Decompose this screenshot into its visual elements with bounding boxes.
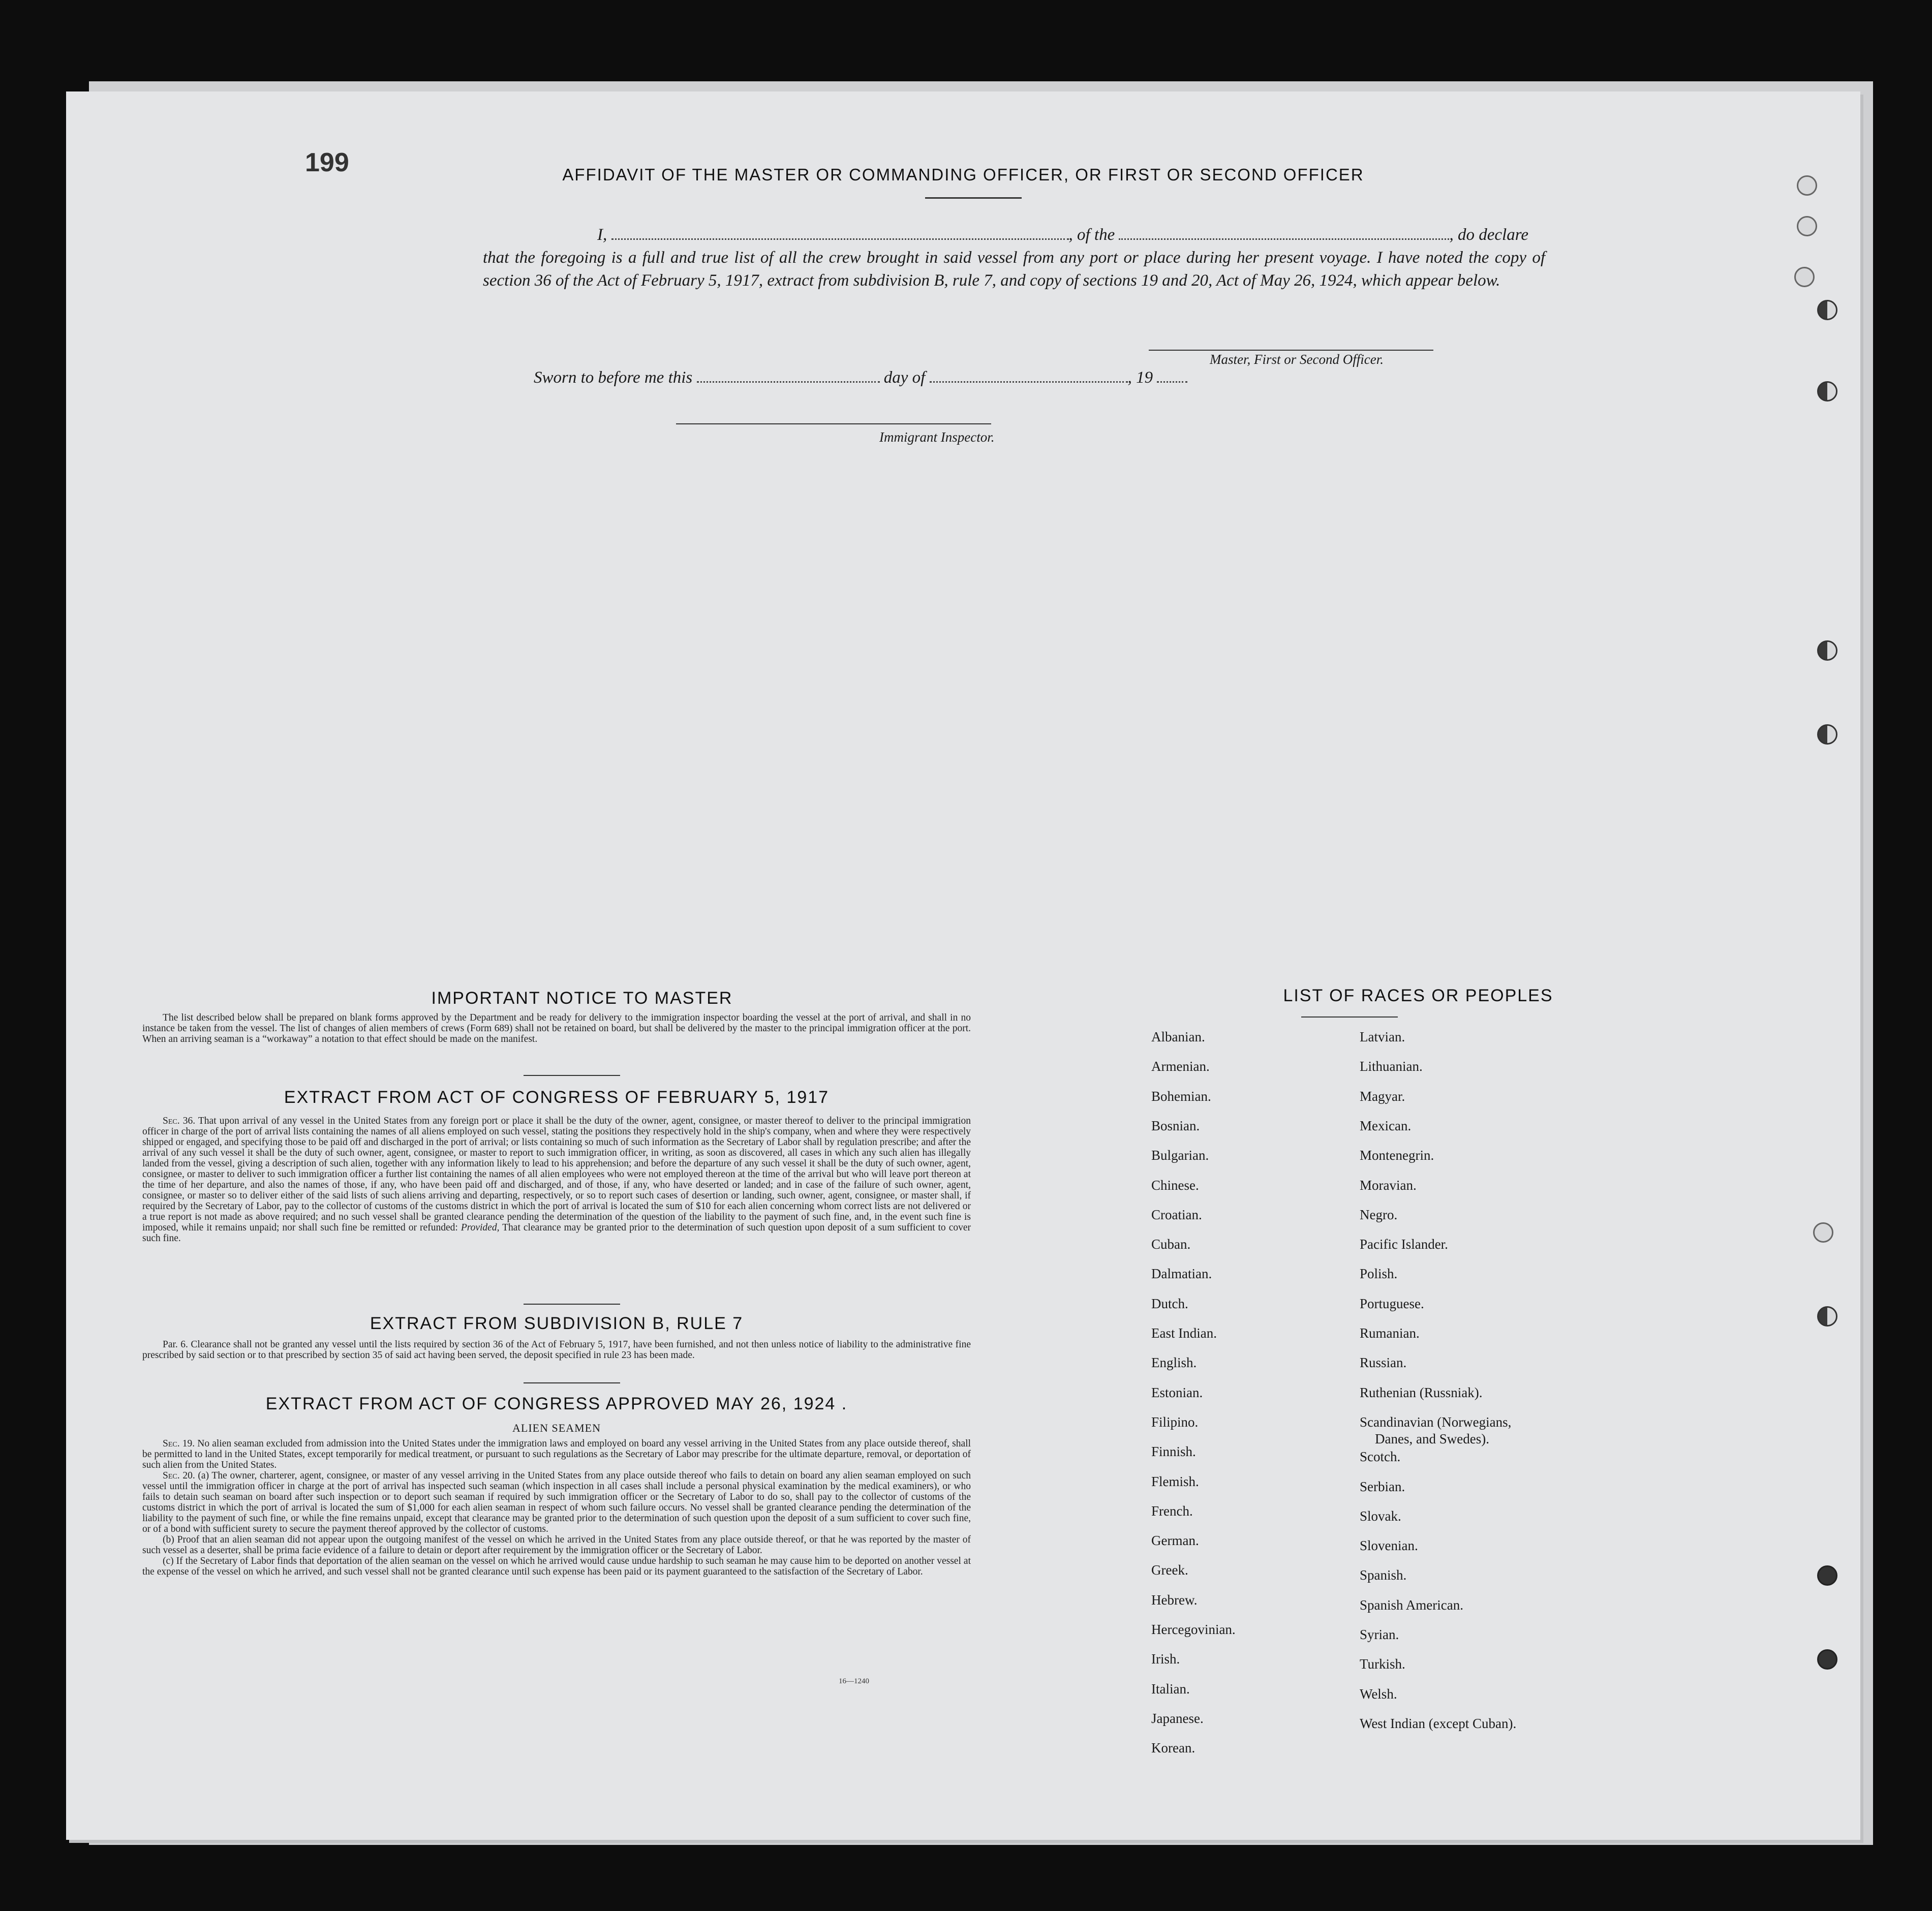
race-item: Dalmatian. [1151,1266,1212,1281]
sworn-line [534,368,1187,387]
race-item: Spanish American. [1360,1597,1463,1613]
race-item: Scandinavian (Norwegians, [1360,1414,1512,1430]
punch-hole [1813,1222,1833,1243]
race-item: Polish. [1360,1266,1398,1281]
race-item: Korean. [1151,1740,1195,1755]
race-item: Japanese. [1151,1711,1204,1726]
notice-title: IMPORTANT NOTICE TO MASTER [431,989,733,1008]
punch-hole [1817,1565,1837,1586]
race-item: Ruthenian (Russniak). [1360,1385,1483,1400]
notice-paragraph: The list described below shall be prepared on blank forms approved by the Department and be ready for delivery to the immigration inspector boarding the vessel at the port of arrival, and shall in no instance be taken from the vessel. The list of changes of alien members of crews (Form 689) shall not be retained on board, but shall be delivered by the master to the principal immigration officer at the port. When an arriving seaman is a “workaway” a notation to that effect should be made on the manifest. [142,1012,971,1044]
sworn-year-blank [1157,381,1187,383]
punch-hole [1817,724,1837,745]
alien-seamen-subtitle: ALIEN SEAMEN [512,1422,601,1434]
divider-3 [524,1382,620,1383]
race-item: Pacific Islander. [1360,1237,1448,1252]
rule7-title: EXTRACT FROM SUBDIVISION B, RULE 7 [370,1314,744,1333]
race-item: Dutch. [1151,1296,1188,1311]
race-item: Negro. [1360,1207,1398,1222]
race-item: Italian. [1151,1681,1190,1697]
affidavit-i: I, [597,226,607,244]
signature-line [1149,350,1433,351]
punch-hole [1797,216,1817,236]
race-item: Albanian. [1151,1029,1205,1044]
race-item: Montenegrin. [1360,1148,1434,1163]
signature-caption: Master, First or Second Officer. [1210,352,1384,367]
sec20a-text: (a) The owner, charterer, agent, consignee, or master of any vessel arriving in the United States from any place outside thereof who fails to detain on board any alien seaman employed on such vessel until the immigration officer in charge at the port of arrival has inspected such seaman (which inspection in all cases shall include a personal physical examination by the medical examiners), or who fails to detain such seaman on board after such inspection or to deport such seaman if required by such immigration officer or the Secretary of Labor to do so, shall pay to the collector of customs of the customs district in which the port of arrival is located the sum of $1,000 for each alien seaman in respect of whom such failure occurs. No vessel shall be granted clearance pending the determination of the liability to the payment of such fine, or while the fine remains unpaid, except that clearance may be granted prior to the determination of such question upon the deposit of a sum sufficient to cover such fine, or of a bond with sufficient surety to secure the payment thereof approved by the collector of customs. [142,1470,971,1534]
affidavit-body [483,224,1545,292]
sworn-day-blank [697,381,880,383]
sec20c-text: (c) If the Secretary of Labor finds that deportation of the alien seaman on the vessel on which he arrived would cause undue hardship to such seaman he may cause him to be deported on another vessel at the expense of the vessel on which he arrived, and such vessel shall not be granted clearance until such expense has been paid or its payment guaranteed to the satisfaction of the Secretary of Labor. [142,1556,971,1577]
race-item: Hercegovinian. [1151,1622,1236,1637]
race-item: Estonian. [1151,1385,1203,1400]
sworn-year: , 19 [1127,368,1153,387]
race-item: Bosnian. [1151,1118,1200,1133]
race-item: Portuguese. [1360,1296,1424,1311]
race-item: Russian. [1360,1355,1407,1370]
sworn-day-of: day of [883,368,926,387]
inspector-caption: Immigrant Inspector. [879,429,995,445]
race-item: Greek. [1151,1562,1188,1578]
punch-hole [1817,300,1837,320]
sworn-month-blank [930,381,1128,383]
race-item: Chinese. [1151,1178,1199,1193]
punch-hole [1817,381,1837,402]
race-item: East Indian. [1151,1326,1217,1341]
race-item: Lithuanian. [1360,1059,1423,1074]
race-item: English. [1151,1355,1197,1370]
punch-hole [1797,175,1817,196]
affidavit-title: AFFIDAVIT OF THE MASTER OR COMMANDING OFFICER, OR FIRST OR SECOND OFFICER [562,165,1364,184]
extract-1924-text [142,1438,971,1577]
race-item: Slovenian. [1360,1538,1418,1553]
sec19-label: Sec. 19. [163,1438,195,1449]
sworn-prefix: Sworn to before me this [534,368,693,387]
affidavit-of-the: , of the [1068,226,1115,244]
race-item: Latvian. [1360,1029,1405,1044]
extract-1917-text [142,1116,971,1244]
sec20b-text: (b) Proof that an alien seaman did not appear upon the outgoing manifest of the vessel on which he arrived in the United States from any place outside thereof, or that he was reported by the master of such vessel as a deserter, shall be prima facie evidence of a failure to detain or deport after requirement by the immigration officer or the Secretary of Labor. [142,1534,971,1556]
inspector-line [676,423,991,424]
notice-text [142,1012,971,1044]
proviso-text: That clearance may be granted prior to the determination of such question upon deposit of a sum sufficient to cover such fine. [142,1222,971,1244]
document-page [66,91,1860,1840]
race-item: Moravian. [1360,1178,1417,1193]
page-number: 199 [305,148,349,177]
race-item: Danes, and Swedes). [1375,1431,1489,1446]
sec36-label: Sec. 36. [163,1116,196,1126]
race-item: West Indian (except Cuban). [1360,1716,1517,1731]
races-rule [1301,1016,1398,1018]
punch-hole [1817,1306,1837,1327]
divider-1 [524,1075,620,1076]
race-item: French. [1151,1503,1193,1519]
race-item: Hebrew. [1151,1592,1198,1608]
race-item: Bohemian. [1151,1089,1211,1104]
races-title: LIST OF RACES OR PEOPLES [1283,986,1553,1005]
race-item: Turkish. [1360,1656,1405,1672]
race-item: German. [1151,1533,1199,1548]
punch-hole [1794,267,1815,287]
race-item: Scotch. [1360,1449,1401,1464]
race-item: Flemish. [1151,1474,1199,1489]
affidavit-declare: , do declare [1449,226,1528,244]
race-item: Irish. [1151,1651,1180,1667]
race-item: Spanish. [1360,1567,1407,1583]
sec19-text: No alien seaman excluded from admission into the United States under the immigration laws and employed on board any vessel arriving in the United States from any place outside thereof, shall be permitted to land in the United States, except temporarily for medical treatment, or pursuant to such regulations as the Secretary of Labor may prescribe for the ultimate departure, removal, or deportation of such alien from the United States. [142,1438,971,1470]
race-item: Filipino. [1151,1414,1199,1430]
race-item: Welsh. [1360,1686,1397,1702]
race-item: Croatian. [1151,1207,1202,1222]
race-item: Rumanian. [1360,1326,1420,1341]
name-blank [611,238,1069,240]
form-number: 16—1240 [839,1677,869,1685]
race-item: Bulgarian. [1151,1148,1209,1163]
title-rule [925,197,1022,199]
race-item: Syrian. [1360,1627,1399,1642]
sec36-text: That upon arrival of any vessel in the United States from any foreign port or place it shall be the duty of the owner, agent, consignee, or master thereof to deliver to the principal immigration officer in charge of the port of arrival lists containing the names of all aliens employed on such vessel, stating the positions they respectively hold in the ship's company, when and where they were respectively shipped or engaged, and specifying those to be paid off and discharged in the port of arrival; or lists containing so much of such information as the Secretary of Labor shall by regulation prescribe; and after the arrival of any such vessel it shall be the duty of such owner, agent, consignee, or master to report to such immigration officer, in writing, as soon as discovered, all cases in which any such alien has illegally landed from the vessel, giving a description of such alien, together with any information likely to lead to his apprehension; and before the departure of any such vessel it shall be the duty of such owner, agent, consignee, or master to deliver to such immigration officer a further list containing the names of all alien employees who were not employed thereon at the time of the arrival but who will leave port thereon at the time of her departure, and also the names of those, if any, who have been paid off and discharged, and of those, if any, who have deserted or landed; and in case of the failure of such owner, agent, consignee, or master so to deliver either of the said lists of such aliens arriving and departing, respectively, or so to report such cases of desertion or landing, such owner, agent, consignee, or master shall, if required by the Secretary of Labor, pay to the collector of customs of the customs district in which the port of arrival is located the sum of $10 for each alien concerning whom correct lists are not delivered or a true report is not made as above required; and no such vessel shall be granted clearance pending the determination of the question of the liability to the payment of such fine, and, in the event such fine is imposed, while it remains unpaid; nor shall such fine be remitted or refunded: [142,1116,971,1233]
race-item: Finnish. [1151,1444,1196,1459]
rule7-paragraph: Par. 6. Clearance shall not be granted any vessel until the lists required by section 36 of the Act of February 5, 1917, have been furnished, and not then unless notice of liability to the administrative fine prescribed by said section or to that prescribed by section 35 of said act having been served, the deposit specified in rule 23 has been made. [142,1339,971,1361]
race-item: Serbian. [1360,1479,1405,1494]
race-item: Mexican. [1360,1118,1412,1133]
divider-2 [524,1304,620,1305]
race-item: Magyar. [1360,1089,1405,1104]
extract-1924-title: EXTRACT FROM ACT OF CONGRESS APPROVED MAY 26, 1924 . [265,1394,848,1413]
proviso-label: Provided, [461,1222,500,1233]
punch-hole [1817,640,1837,661]
rule7-text [142,1339,971,1361]
race-item: Slovak. [1360,1508,1401,1524]
sec20-label: Sec. 20. [163,1470,195,1481]
extract-1917-title: EXTRACT FROM ACT OF CONGRESS OF FEBRUARY 5, 1917 [284,1088,830,1107]
vessel-blank [1119,238,1449,240]
punch-hole [1817,1649,1837,1670]
race-item: Armenian. [1151,1059,1210,1074]
affidavit-statement: that the foregoing is a full and true list of all the crew brought in said vessel from any port or place during her present voyage. I have noted the copy of section 36 of the Act of February 5, 1917, extract from subdivision B, rule 7, and copy of sections 19 and 20, Act of May 26, 1924, which appear below. [483,249,1545,290]
race-item: Cuban. [1151,1237,1191,1252]
